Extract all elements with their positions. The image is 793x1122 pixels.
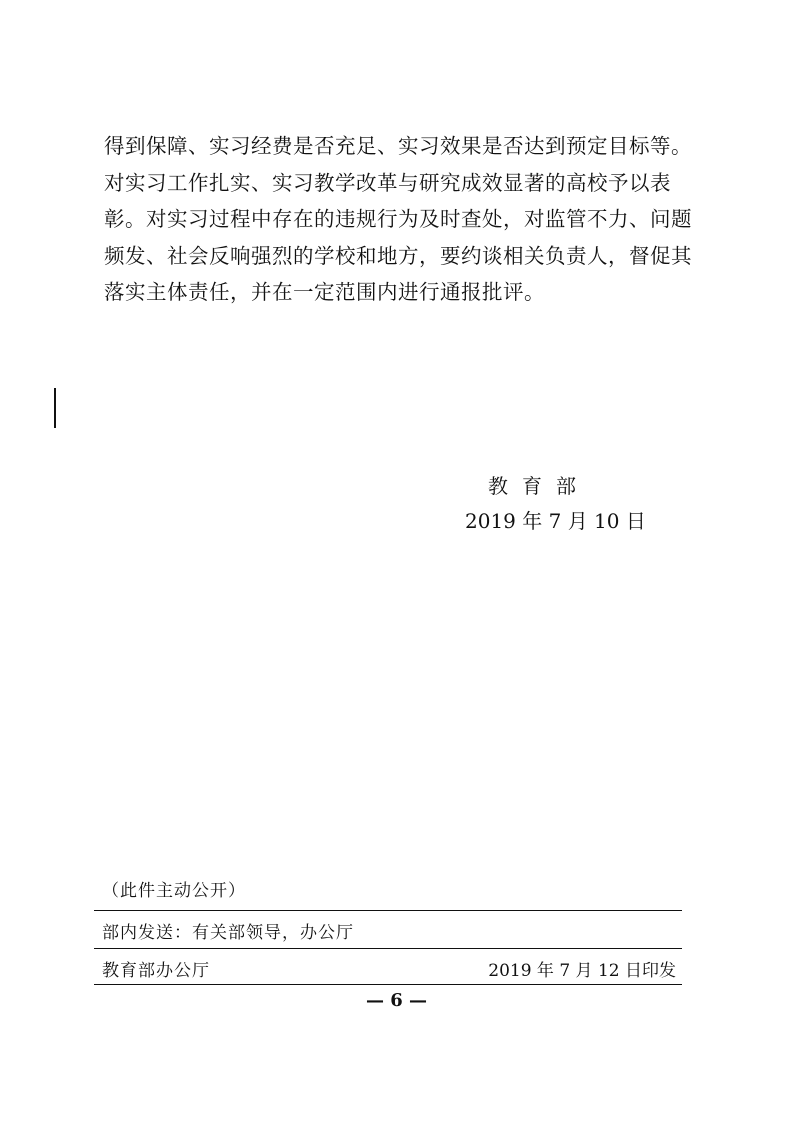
body-line-4: 频发、社会反响强烈的学校和地方，要约谈相关负责人，督促其 (104, 243, 692, 268)
body-line-2: 对实习工作扎实、实习教学改革与研究成效显著的高校予以表 (104, 170, 671, 195)
issuing-office: 教育部办公厅 (102, 961, 210, 981)
signature-date: 2019 年 7 月 10 日 (465, 509, 646, 533)
distribution-line (102, 918, 354, 943)
body-line-3: 彰。对实习过程中存在的违规行为及时查处，对监管不力、问题 (104, 207, 692, 231)
footer-rule-top (94, 910, 682, 911)
footer-rule-middle (94, 948, 682, 949)
print-date: 2019 年 7 月 12 日印发 (488, 961, 676, 981)
body-line-5: 落实主体责任，并在一定范围内进行通报批评。 (104, 280, 545, 304)
page-number: — 6 — (365, 990, 428, 1011)
footer-rule-bottom (94, 984, 682, 985)
margin-mark (54, 388, 56, 428)
distribution-recipients: 有关部领导，办公厅 (192, 923, 354, 943)
distribution-label: 部内发送： (102, 923, 192, 943)
public-disclosure-note: （此件主动公开） (102, 881, 246, 901)
issuer-name: 教育部 (488, 474, 590, 498)
body-line-1: 得到保障、实习经费是否充足、实习效果是否达到预定目标等。 (104, 134, 692, 158)
body-paragraph (104, 128, 704, 311)
